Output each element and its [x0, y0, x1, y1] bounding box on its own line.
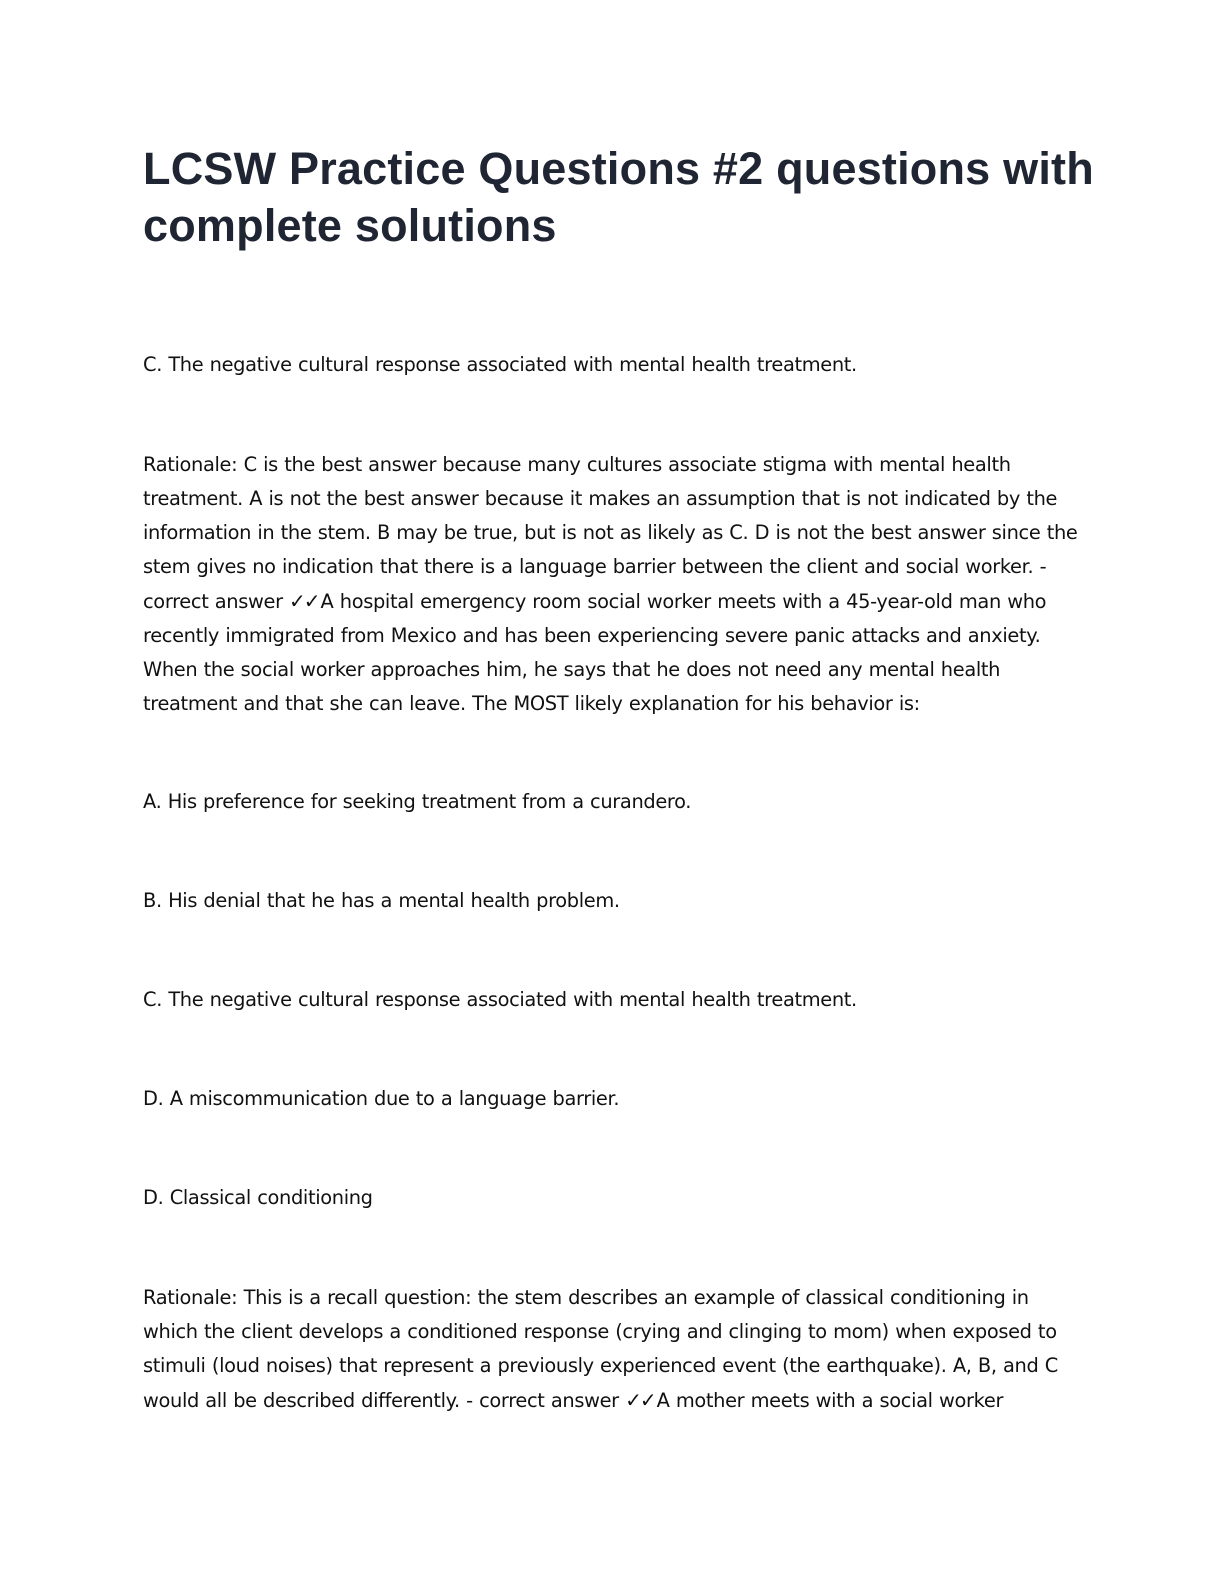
answer-option-c-top: C. The negative cultural response associated with mental health treatment.: [143, 353, 857, 376]
question-2-stem: A mother meets with a social worker: [656, 1389, 1004, 1412]
answer-option-a: A. His preference for seeking treatment from a curandero.: [143, 790, 692, 813]
rationale-1-text: Rationale: C is the best answer because many cultures associate stigma with mental health treatment. A is not the best answer because it makes an assumption that is not indicated by the information in the stem. B may be true, but is not as likely as C. D is not the best answer since the stem gives no indication that there is a language barrier between the client and social worker. - correct answer: [143, 453, 1078, 613]
answer-option-b: B. His denial that he has a mental health problem.: [143, 889, 620, 912]
rationale-paragraph-1: [143, 448, 1083, 721]
rationale-2-text: Rationale: This is a recall question: the stem describes an example of classical conditioning in which the client develops a conditioned response (crying and clinging to mom) when exposed to stimuli (loud noises) that represent a previously experienced event (the earthquake). A, B, and C would all be described differently. - correct answer: [143, 1286, 1058, 1412]
answer-option-d: D. A miscommunication due to a language barrier.: [143, 1087, 620, 1110]
double-check-icon: ✓✓: [289, 589, 319, 613]
answer-option-c: C. The negative cultural response associated with mental health treatment.: [143, 988, 857, 1011]
question-1-stem: A hospital emergency room social worker meets with a 45-year-old man who recently immigrated from Mexico and has been experiencing severe panic attacks and anxiety. When the social worker approaches him, he says that he does not need any mental health treatment and that she can leave. The MOST likely explanation for his behavior is:: [143, 590, 1047, 715]
answer-option-d-classical: D. Classical conditioning: [143, 1186, 373, 1209]
double-check-icon: ✓✓: [625, 1388, 655, 1412]
rationale-paragraph-2: [143, 1281, 1083, 1418]
page-title: LCSW Practice Questions #2 questions with complete solutions: [143, 143, 1094, 251]
